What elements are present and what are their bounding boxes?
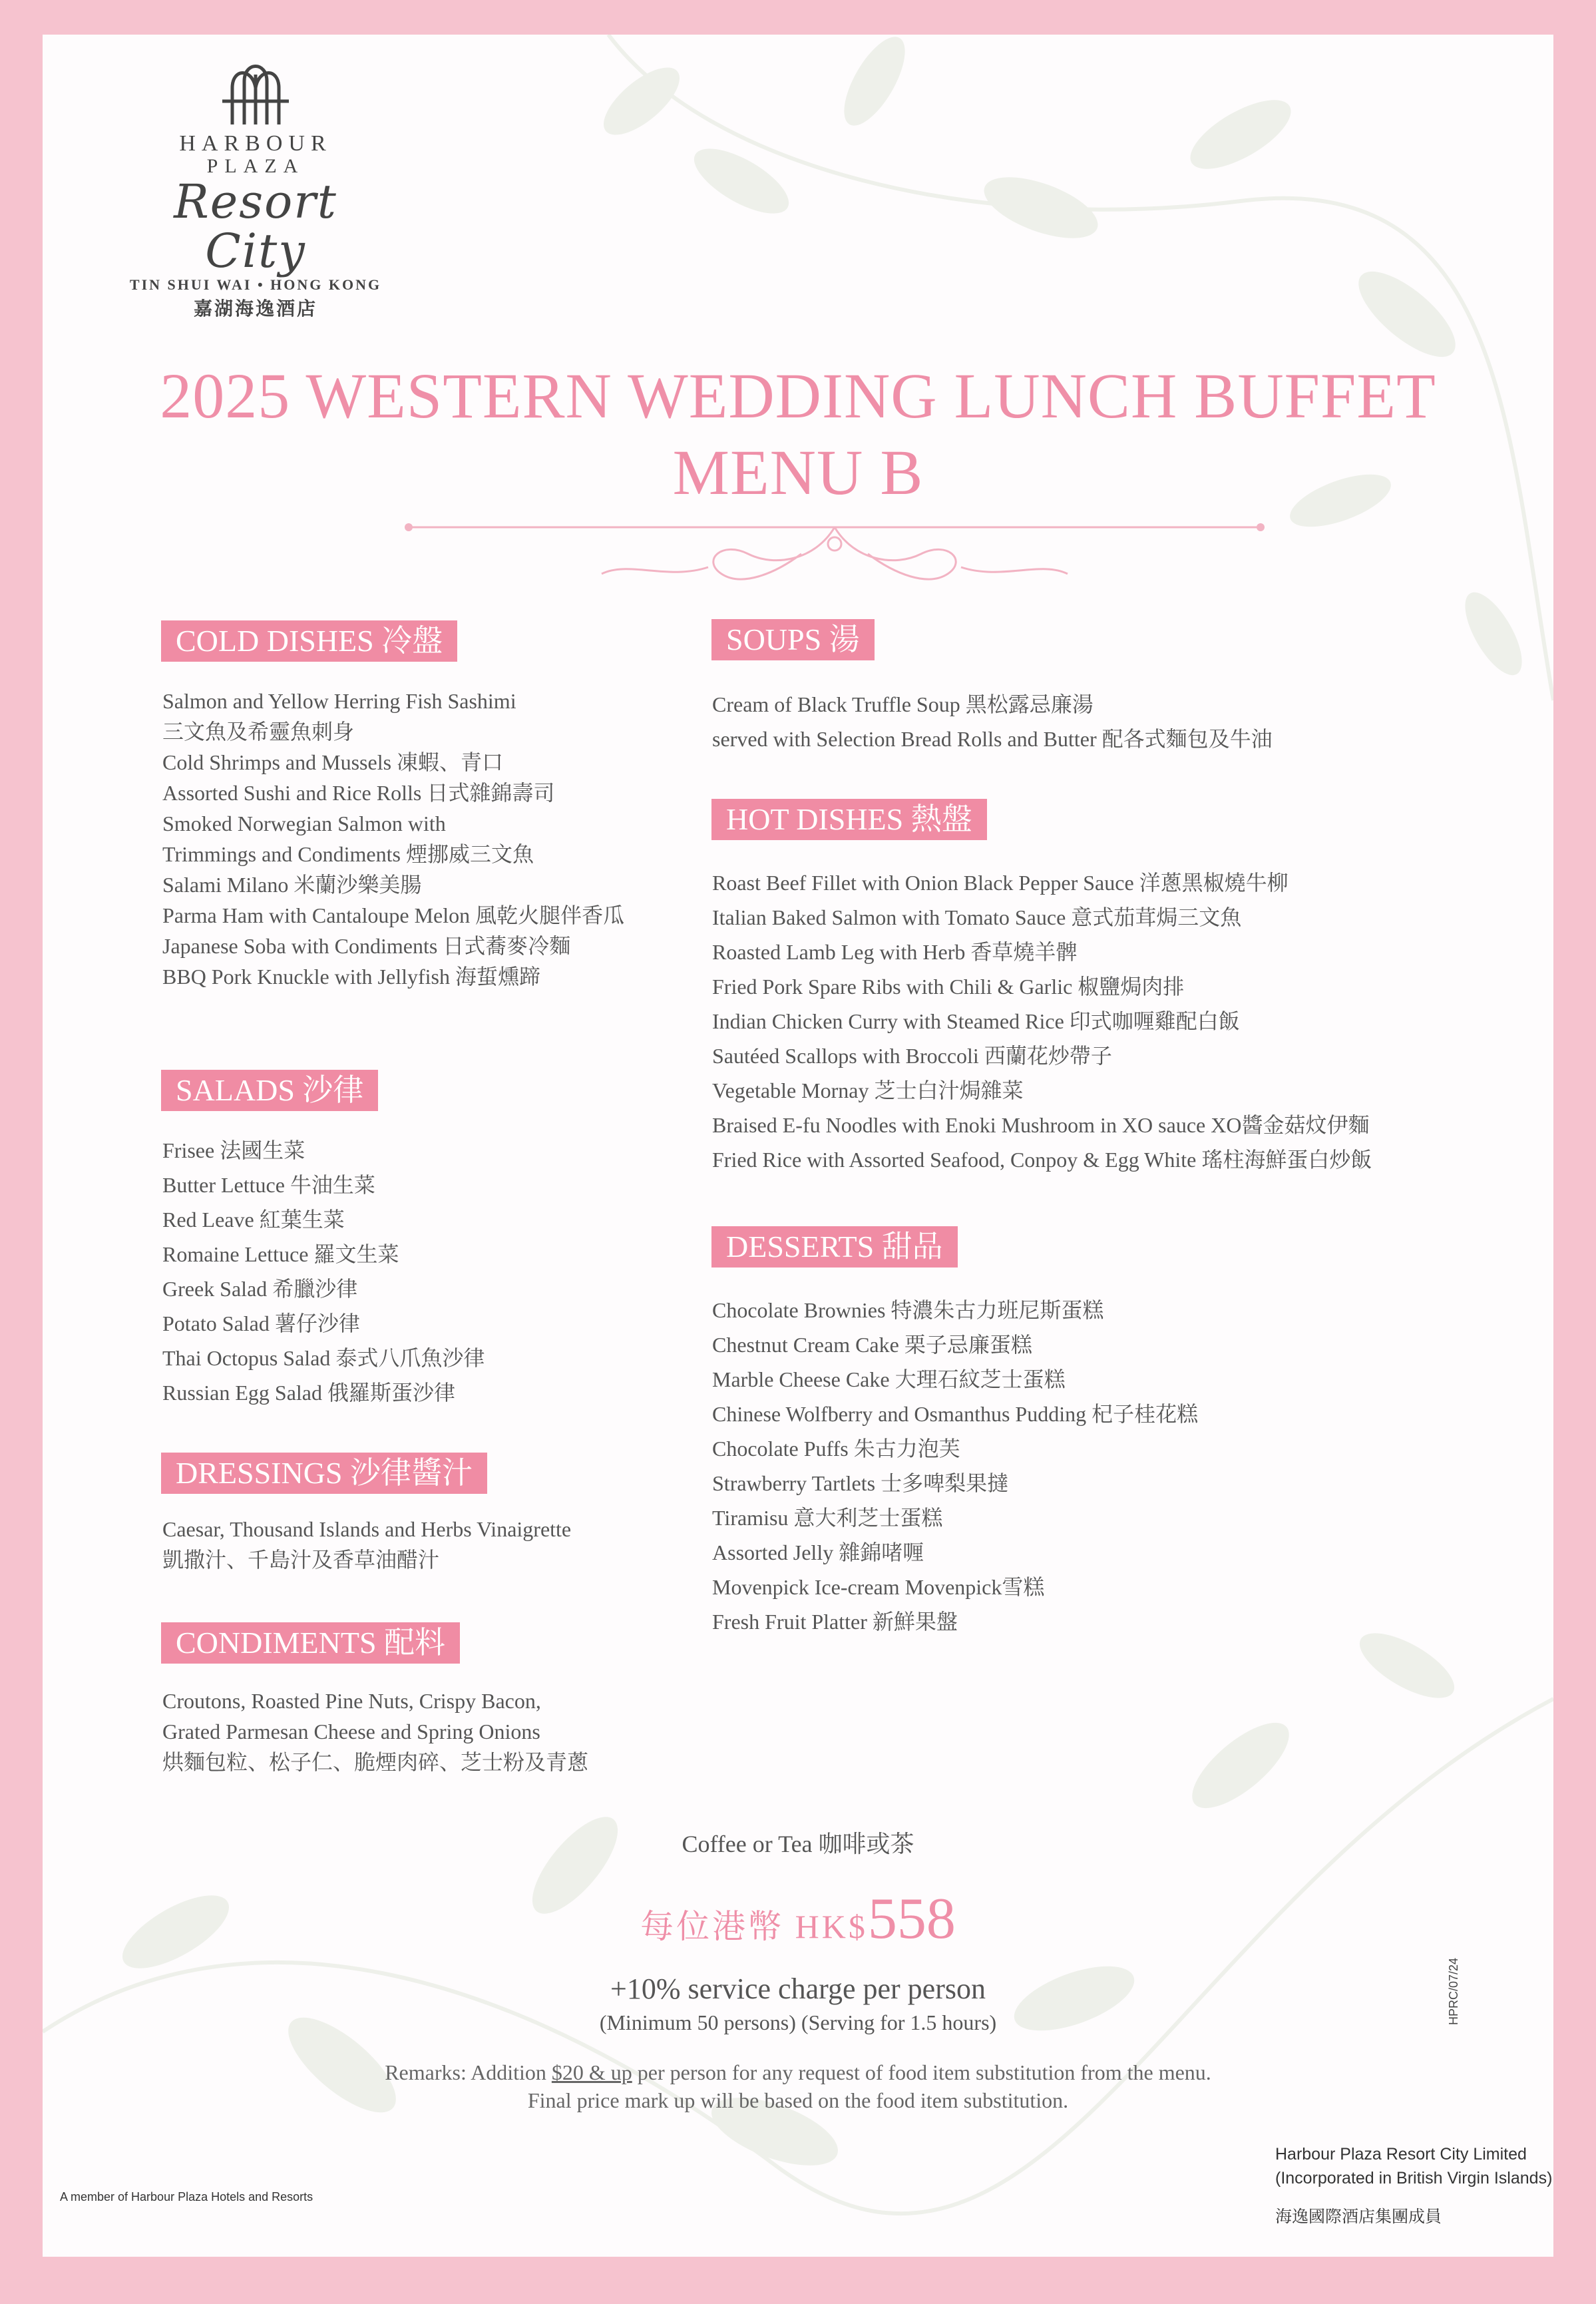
- menu-title-line1: 2025 WESTERN WEDDING LUNCH BUFFET: [160, 360, 1436, 431]
- list-item: Chinese Wolfberry and Osmanthus Pudding 杞子桂花糕: [712, 1402, 1199, 1426]
- list-item: Parma Ham with Cantaloupe Melon 風乾火腿伴香瓜: [162, 903, 625, 927]
- list-item: Movenpick Ice-cream Movenpick雪糕: [712, 1575, 1045, 1599]
- list-item: Tiramisu 意大利芝士蛋糕: [712, 1506, 943, 1530]
- list-item: served with Selection Bread Rolls and Butter 配各式麵包及牛油: [712, 727, 1273, 751]
- list-item: Cold Shrimps and Mussels 凍蝦、青口: [162, 750, 504, 774]
- logo-text-resort-city: Resort City: [174, 174, 337, 278]
- list-item: Strawberry Tartlets 士多啤梨果撻: [712, 1471, 1009, 1495]
- section-hot-dishes: [711, 799, 987, 840]
- list-item: Marble Cheese Cake 大理石紋芝士蛋糕: [712, 1367, 1066, 1391]
- list-item: Italian Baked Salmon with Tomato Sauce 意式茄茸焗三文魚: [712, 905, 1242, 929]
- list-item: Sautéed Scallops with Broccoli 西蘭花炒帶子: [712, 1044, 1112, 1068]
- list-item: Cream of Black Truffle Soup 黑松露忌廉湯: [712, 692, 1094, 716]
- dressings-list: [162, 1514, 571, 1575]
- remarks-line1: [43, 2058, 1553, 2086]
- soups-list: [712, 687, 1273, 756]
- list-item: Thai Octopus Salad 泰式八爪魚沙律: [162, 1346, 485, 1370]
- list-item: Fried Rice with Assorted Seafood, Conpoy & Egg White 瑤柱海鮮蛋白炒飯: [712, 1148, 1372, 1172]
- cold-dishes-list: [162, 686, 624, 992]
- section-salads: [161, 1070, 378, 1111]
- menu-page: [43, 35, 1553, 2257]
- section-heading: SOUPS 湯: [711, 619, 875, 660]
- list-item: Greek Salad 希臘沙律: [162, 1277, 358, 1301]
- minimum-persons: (Minimum 50 persons) (Serving for 1.5 hours): [599, 2010, 997, 2034]
- menu-title-line2: MENU B: [672, 437, 924, 508]
- hotel-logo: [116, 61, 395, 321]
- list-item: Red Leave 紅葉生菜: [162, 1208, 345, 1232]
- section-dressings: [161, 1453, 487, 1494]
- list-item: Roast Beef Fillet with Onion Black Pepper Sauce 洋蔥黑椒燒牛柳: [712, 871, 1289, 895]
- list-item: BBQ Pork Knuckle with Jellyfish 海蜇燻蹄: [162, 965, 540, 989]
- list-item: Vegetable Mornay 芝士白汁焗雜菜: [712, 1078, 1024, 1102]
- hot-dishes-list: [712, 865, 1372, 1177]
- document-code: HPRC/07/24: [1447, 1957, 1460, 2025]
- service-charge: +10% service charge per person: [610, 1972, 986, 2005]
- list-item: Grated Parmesan Cheese and Spring Onions: [162, 1720, 540, 1743]
- list-item: Chestnut Cream Cake 栗子忌廉蛋糕: [712, 1333, 1032, 1357]
- list-item: Caesar, Thousand Islands and Herbs Vinaigrette: [162, 1517, 572, 1541]
- section-heading: DESSERTS 甜品: [711, 1226, 958, 1267]
- list-item: Smoked Norwegian Salmon with: [162, 811, 446, 835]
- list-item: Romaine Lettuce 羅文生菜: [162, 1242, 399, 1266]
- section-soups: [711, 619, 875, 660]
- list-item: Russian Egg Salad 俄羅斯蛋沙律: [162, 1381, 455, 1405]
- logo-text-plaza: PLAZA: [206, 155, 305, 177]
- list-item: 三文魚及希靈魚刺身: [162, 720, 355, 744]
- beverage-line: Coffee or Tea 咖啡或茶: [682, 1831, 914, 1857]
- list-item: Braised E-fu Noodles with Enoki Mushroom in XO sauce XO醬金菇炆伊麵: [712, 1113, 1370, 1137]
- section-heading: COLD DISHES 冷盤: [161, 620, 457, 662]
- section-heading: HOT DISHES 熱盤: [711, 799, 987, 840]
- logo-text-chinese-name: 嘉湖海逸酒店: [193, 298, 317, 320]
- salads-list: [162, 1133, 485, 1410]
- group-member-chinese: 海逸國際酒店集團成員: [1275, 2207, 1442, 2226]
- company-info: [1275, 2142, 1552, 2229]
- company-name: Harbour Plaza Resort City Limited: [1275, 2145, 1527, 2164]
- list-item: Butter Lettuce 牛油生菜: [162, 1173, 375, 1197]
- desserts-list: [712, 1293, 1198, 1639]
- list-item: Japanese Soba with Condiments 日式蕎麥冷麵: [162, 934, 571, 958]
- list-item: Salmon and Yellow Herring Fish Sashimi: [162, 689, 516, 713]
- condiments-list: [162, 1686, 588, 1777]
- member-note: A member of Harbour Plaza Hotels and Resorts: [60, 2190, 313, 2203]
- logo-text-harbour: HARBOUR: [179, 131, 332, 156]
- list-item: Chocolate Puffs 朱古力泡芙: [712, 1437, 960, 1461]
- section-heading: DRESSINGS 沙律醬汁: [161, 1453, 487, 1494]
- remarks-text: Remarks: Addition: [385, 2060, 552, 2084]
- list-item: 凱撒汁、千島汁及香草油醋汁: [162, 1548, 440, 1572]
- title-ornament-divider: [402, 514, 1267, 594]
- list-item: Indian Chicken Curry with Steamed Rice 印式咖喱雞配白飯: [712, 1009, 1240, 1033]
- section-heading: SALADS 沙律: [161, 1070, 378, 1111]
- list-item: Potato Salad 薯仔沙律: [162, 1311, 360, 1335]
- logo-text-location: TIN SHUI WAI • HONG KONG: [129, 276, 382, 293]
- price-prefix: 每位港幣 HK$: [640, 1908, 868, 1945]
- remarks-text: per person for any request of food item substitution from the menu.: [632, 2060, 1211, 2084]
- remarks-underlined-amount: $20 & up: [551, 2060, 632, 2084]
- company-incorporation: (Incorporated in British Virgin Islands): [1275, 2169, 1553, 2188]
- list-item: Assorted Sushi and Rice Rolls 日式雜錦壽司: [162, 781, 555, 805]
- list-item: Croutons, Roasted Pine Nuts, Crispy Bacon,: [162, 1689, 541, 1713]
- section-heading: CONDIMENTS 配料: [161, 1622, 460, 1664]
- list-item: Trimmings and Condiments 煙挪威三文魚: [162, 842, 534, 866]
- price-amount: 558: [867, 1887, 956, 1951]
- section-cold-dishes: [161, 620, 457, 662]
- list-item: Roasted Lamb Leg with Herb 香草燒羊髀: [712, 940, 1078, 964]
- section-condiments: [161, 1622, 460, 1664]
- remarks-line2: Final price mark up will be based on the food item substitution.: [527, 2088, 1069, 2112]
- list-item: Salami Milano 米蘭沙樂美腸: [162, 873, 422, 897]
- list-item: Frisee 法國生菜: [162, 1138, 305, 1162]
- list-item: Fresh Fruit Platter 新鮮果盤: [712, 1610, 958, 1634]
- price-line: [43, 1885, 1553, 1953]
- list-item: Chocolate Brownies 特濃朱古力班尼斯蛋糕: [712, 1298, 1104, 1322]
- list-item: Assorted Jelly 雜錦啫喱: [712, 1540, 924, 1564]
- logo-emblem-icon: [219, 61, 292, 128]
- section-desserts: [711, 1226, 958, 1267]
- list-item: 烘麵包粒、松子仁、脆煙肉碎、芝士粉及青蔥: [162, 1750, 589, 1774]
- list-item: Fried Pork Spare Ribs with Chili & Garlic 椒鹽焗肉排: [712, 975, 1185, 999]
